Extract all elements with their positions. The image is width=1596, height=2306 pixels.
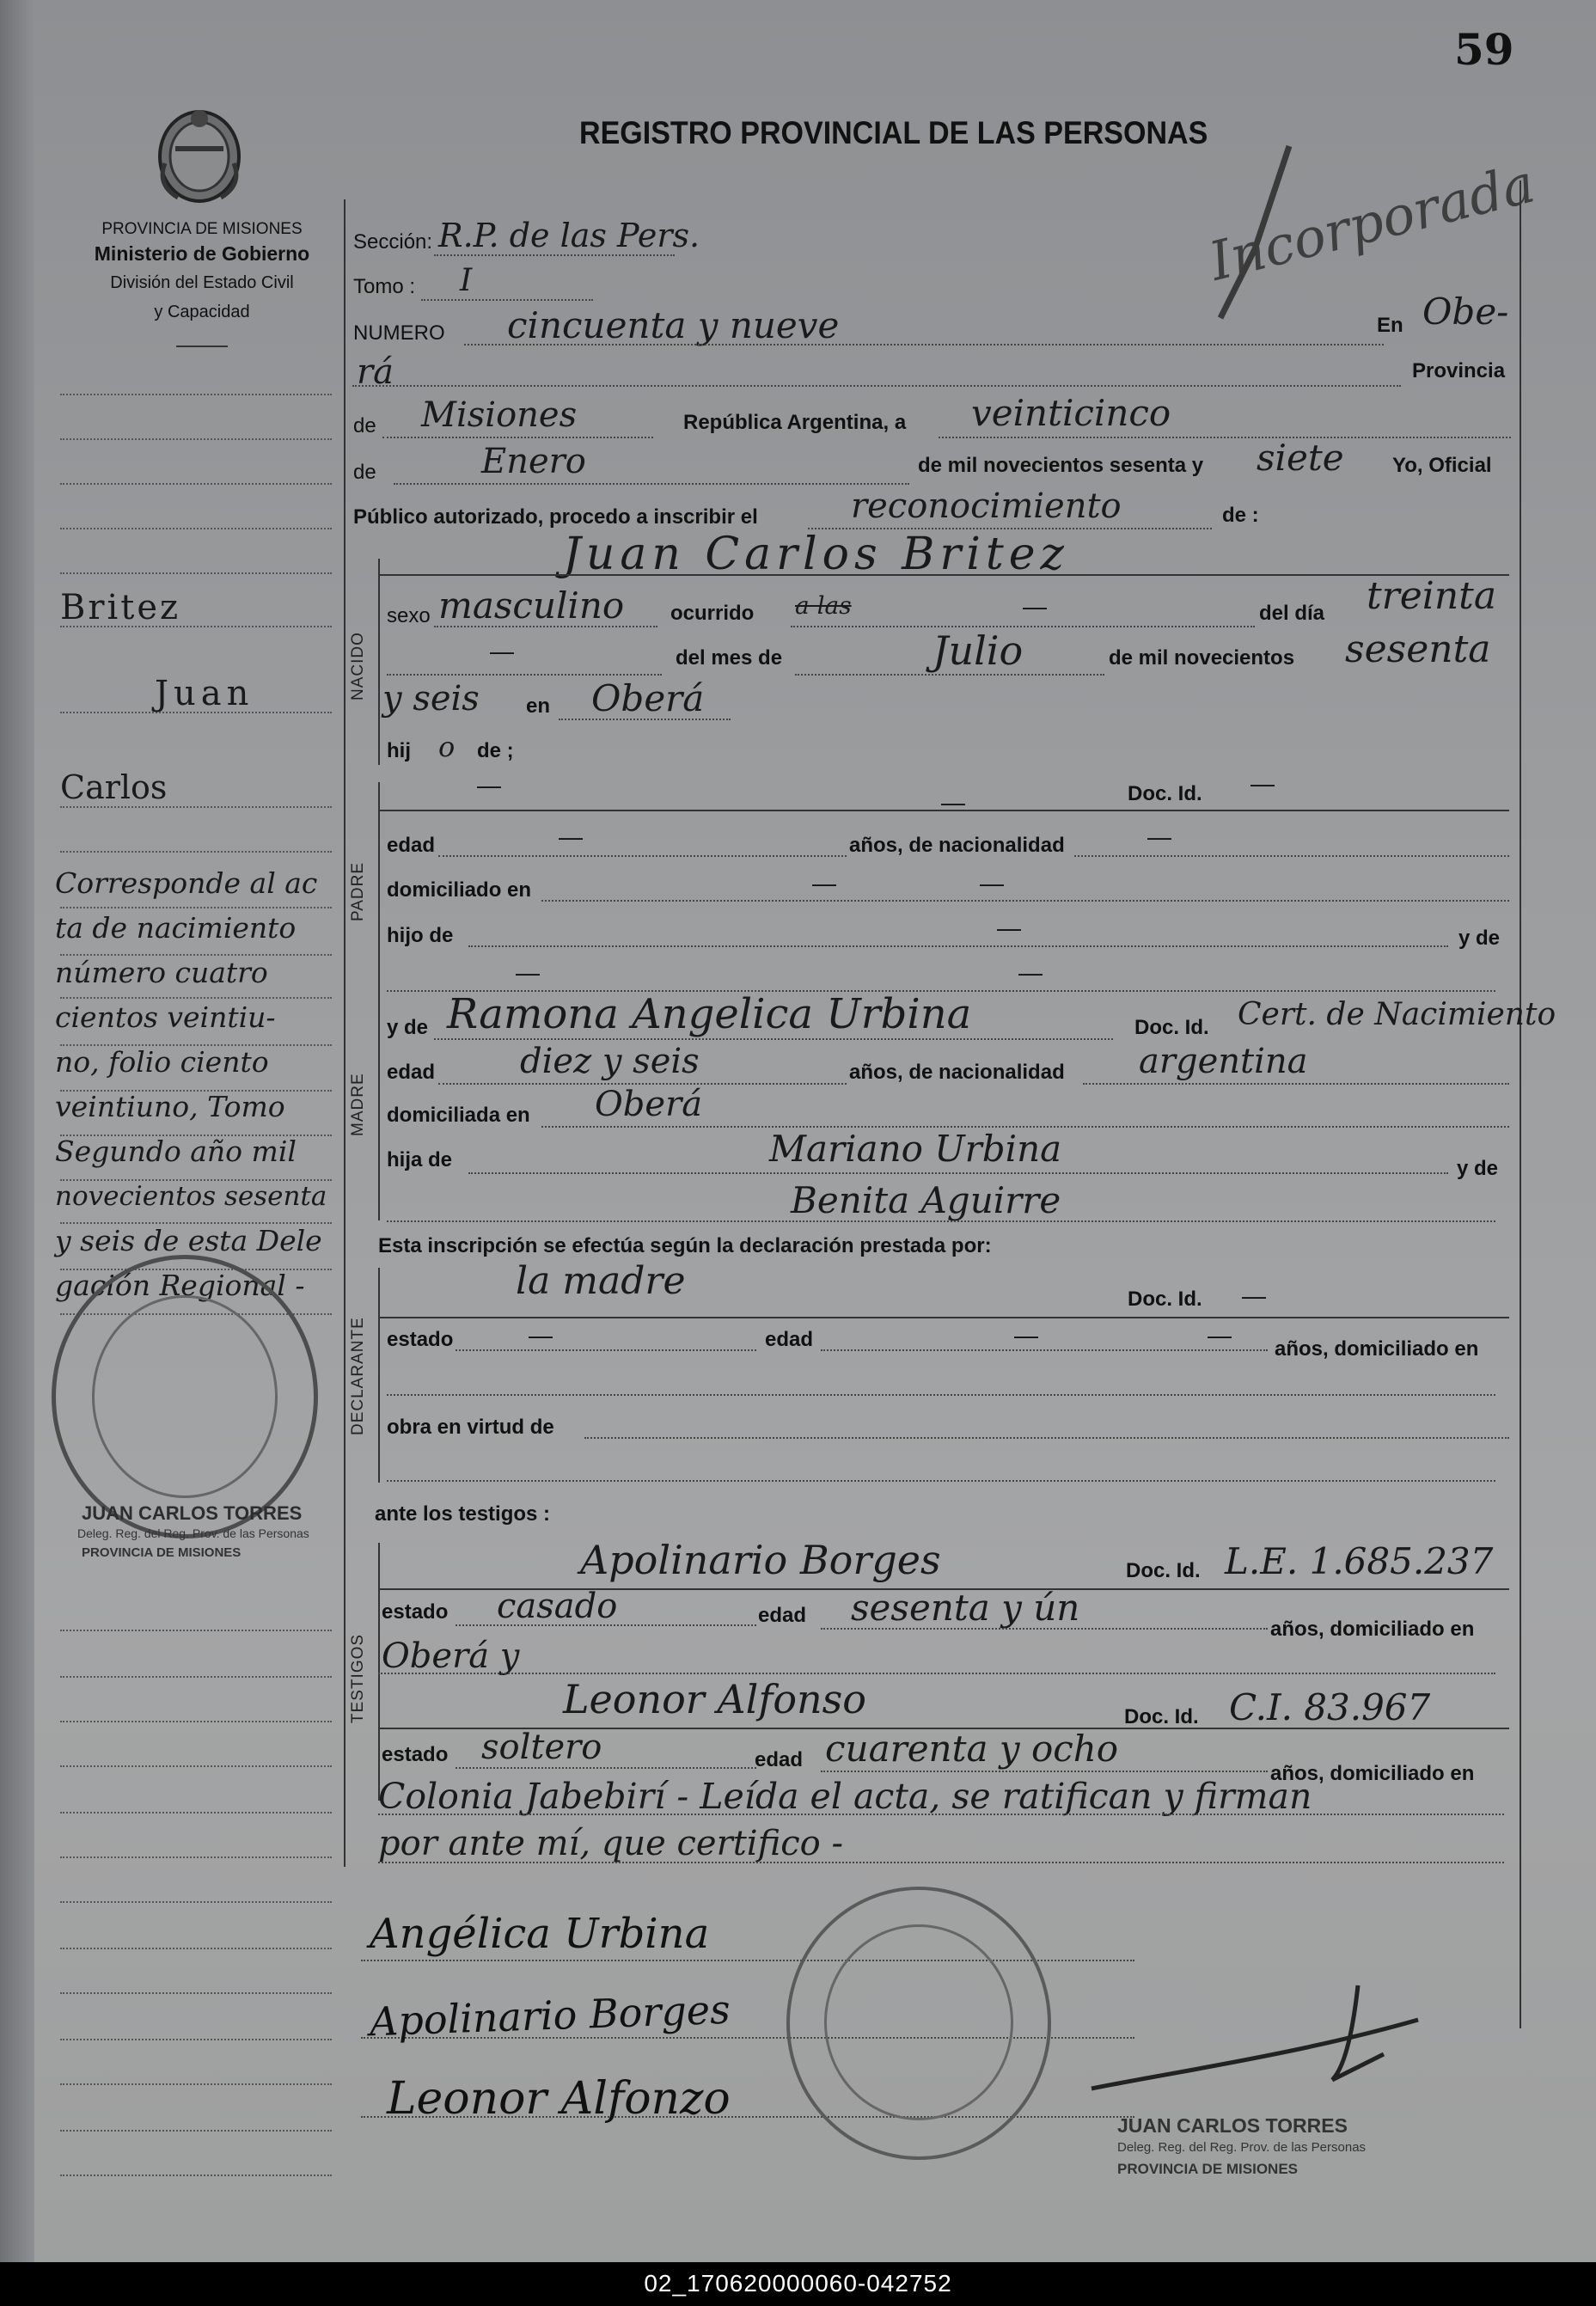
madre-doc-value: Cert. de Nacimiento [1238, 997, 1556, 1032]
padre-y-de-label: y de [1458, 927, 1501, 950]
anio-value-nacido-2: y seis [382, 679, 480, 719]
nacido-name: Juan Carlos Britez [563, 529, 1069, 580]
padre-hijo-dash: — [997, 914, 1021, 941]
testigo-1-edad-label: edad [758, 1604, 807, 1627]
testigo-1-edad: sesenta y ún [851, 1587, 1080, 1629]
padre-nac-dash: — [1147, 823, 1171, 850]
en-label-nacido: en [526, 694, 551, 718]
division-label-1: División del Estado Civil [110, 273, 294, 292]
padre-dash-2: — [941, 789, 965, 816]
seccion-value: R.P. de las Pers. [438, 217, 700, 254]
hij-value: o [438, 731, 456, 763]
signature-1: Angélica Urbina [370, 1910, 710, 1958]
ocurrido-dash: — [1023, 593, 1047, 620]
official-title-2: PROVINCIA DE MISIONES [1117, 2161, 1299, 2177]
madre-edad-label: edad [387, 1061, 436, 1084]
padre-dom-dash-2: — [980, 870, 1004, 896]
coat-of-arms-icon [148, 103, 251, 206]
lugar-value: Oberá [591, 677, 705, 719]
testigo-2-doc-label: Doc. Id. [1124, 1705, 1199, 1728]
testigo-2-estado: soltero [481, 1728, 602, 1767]
madre-edad-value: diez y seis [520, 1042, 700, 1081]
padre-extra-dash-1: — [516, 959, 540, 986]
province-label: PROVINCIA DE MISIONES [101, 220, 303, 238]
acto-value: reconocimiento [851, 486, 1122, 526]
en-value-1: Obe- [1422, 291, 1509, 333]
ocurrido-label: ocurrido [670, 602, 755, 625]
declarante-edad-dash: — [1014, 1322, 1038, 1349]
declarante-estado-label: estado [387, 1328, 454, 1351]
testigo-2-name: Leonor Alfonso [563, 1676, 866, 1722]
margin-note-line: número cuatro [55, 956, 268, 989]
margin-note-line: veintiuno, Tomo [55, 1090, 285, 1123]
declarante-intro: Esta inscripción se efectúa según la declaración prestada por: [378, 1234, 992, 1257]
testigo-1-domicilio: Oberá y [382, 1636, 520, 1676]
testigo-2-doc: C.I. 83.967 [1229, 1686, 1431, 1728]
madre-doc-label: Doc. Id. [1134, 1016, 1209, 1039]
mil-label: de mil novecientos [1109, 646, 1295, 670]
declarante-name: la madre [516, 1259, 686, 1303]
testigos-intro: ante los testigos : [375, 1502, 551, 1526]
page-number: 59 [1454, 24, 1514, 75]
testigo-1-anios-label: años, domiciliado en [1270, 1618, 1475, 1641]
margin-stamp-province: PROVINCIA DE MISIONES [82, 1545, 242, 1560]
margin-name-1: Juan [155, 674, 254, 713]
testigo-2-edad: cuarenta y ocho [825, 1728, 1119, 1770]
declarante-edad-dash-2: — [1208, 1322, 1232, 1349]
en-value-2: rá [357, 352, 394, 392]
padre-hijo-label: hijo de [387, 924, 454, 947]
margin-note-line: ta de nacimiento [55, 911, 297, 945]
padre-dash-1: — [477, 772, 501, 798]
nacido-dash-2: — [490, 638, 514, 664]
margin-name-2: Carlos [60, 768, 168, 806]
testigo-1-doc: L.E. 1.685.237 [1225, 1540, 1494, 1582]
madre-y-de-label: y de [387, 1016, 429, 1039]
mes-value-nacido: Julio [933, 627, 1024, 674]
padre-extra-dash-2: — [1018, 959, 1043, 986]
margin-note-line: y seis de esta Dele [55, 1224, 322, 1257]
declarante-edad-label: edad [765, 1328, 814, 1351]
de-label-1: de [353, 414, 376, 437]
closing-line-1: Colonia Jabebirí - Leída el acta, se ratifican y firman [378, 1776, 1312, 1817]
padre-section-label: PADRE [349, 861, 367, 921]
official-title-1: Deleg. Reg. del Reg. Prov. de las Personas [1117, 2140, 1367, 2155]
tomo-value: I [460, 263, 473, 298]
madre-section-label: MADRE [349, 1073, 367, 1136]
testigo-1-doc-label: Doc. Id. [1126, 1559, 1201, 1582]
anio-label: de mil novecientos sesenta y [918, 454, 1204, 477]
madre-nacionalidad-value: argentina [1139, 1042, 1308, 1081]
del-dia-label: del día [1259, 602, 1325, 625]
nacido-section-label: NACIDO [349, 632, 367, 700]
de-colon-label: de : [1222, 504, 1259, 527]
padre-doc-dash: — [1251, 770, 1275, 797]
de-label-nacido: de ; [477, 739, 514, 762]
madre-hija-label: hija de [387, 1148, 453, 1171]
testigo-2-anios-label: años, domiciliado en [1270, 1762, 1475, 1785]
ocurrido-value: a las [795, 591, 852, 620]
declarante-doc-dash: — [1242, 1282, 1266, 1309]
document-title: REGISTRO PROVINCIAL DE LAS PERSONAS [579, 115, 1208, 150]
margin-note-line: Segundo año mil [55, 1135, 297, 1168]
official-signature-icon [1074, 1968, 1435, 2114]
margin-note-line: cientos veintiu- [55, 1000, 276, 1034]
testigo-1-estado: casado [497, 1587, 618, 1626]
ministry-seal-icon [786, 1887, 1051, 2160]
madre-domiciliada-label: domiciliada en [387, 1104, 530, 1127]
publico-label: Público autorizado, procedo a inscribir el [353, 505, 758, 529]
dia-value-nacido: treinta [1367, 574, 1497, 618]
margin-note-line: novecientos sesenta [55, 1181, 327, 1212]
annulment-slash [1203, 138, 1306, 335]
testigos-section-label: TESTIGOS [349, 1633, 367, 1723]
margin-note-line: no, folio ciento [55, 1045, 269, 1079]
annulment-stamp: Incorporada [1203, 151, 1541, 293]
margin-stamp-official: JUAN CARLOS TORRES [82, 1502, 303, 1524]
declarante-section-label: DECLARANTE [349, 1317, 367, 1435]
declarante-doc-label: Doc. Id. [1128, 1288, 1202, 1311]
padre-anios-label: años, de nacionalidad [849, 834, 1065, 857]
official-name: JUAN CARLOS TORRES [1117, 2114, 1348, 2137]
madre-anios-label: años, de nacionalidad [849, 1061, 1065, 1084]
margin-surname: Britez [60, 588, 181, 627]
declarante-estado-dash: — [529, 1322, 553, 1349]
delegation-seal-icon [52, 1255, 318, 1538]
padre-dom-dash-1: — [812, 870, 836, 896]
division-label-2: y Capacidad [154, 303, 250, 321]
ministry-label: Ministerio de Gobierno [94, 242, 310, 265]
padre-edad-dash: — [559, 823, 583, 850]
seccion-label: Sección: [353, 230, 433, 254]
numero-label: NUMERO [353, 321, 445, 345]
testigo-2-estado-label: estado [382, 1743, 449, 1766]
image-id-label: 02_170620000060-042752 [644, 2270, 952, 2297]
provincia-label: Provincia [1412, 359, 1506, 382]
anio-value-nacido-1: sesenta [1345, 627, 1491, 671]
padre-domiciliado-label: domiciliado en [387, 878, 532, 902]
margin-stamp-title: Deleg. Reg. del Reg. Prov. de las Personas [77, 1526, 309, 1540]
republica-label: República Argentina, a [683, 411, 907, 434]
testigo-2-edad-label: edad [755, 1748, 804, 1771]
numero-value: cincuenta y nueve [507, 304, 840, 346]
tomo-label: Tomo : [353, 275, 416, 298]
del-mes-label: del mes de [676, 646, 783, 670]
margin-note-line: Corresponde al ac [55, 866, 318, 900]
padre-doc-label: Doc. Id. [1128, 782, 1202, 805]
testigo-1-name: Apolinario Borges [580, 1537, 941, 1583]
de-label-2: de [353, 461, 376, 484]
oficial-label: Yo, Oficial [1392, 454, 1492, 477]
en-label: En [1377, 314, 1403, 337]
padre-edad-label: edad [387, 834, 436, 857]
madre-madre-value: Benita Aguirre [791, 1179, 1061, 1221]
testigo-1-estado-label: estado [382, 1600, 449, 1624]
madre-padre-value: Mariano Urbina [769, 1128, 1062, 1170]
hij-label: hij [387, 739, 411, 762]
madre-domicilio-value: Oberá [595, 1085, 703, 1124]
mes-value: Enero [481, 442, 586, 481]
margin-note-line: gación Regional - [55, 1269, 305, 1302]
madre-y-de-label-2: y de [1457, 1157, 1499, 1180]
signature-3: Leonor Alfonzo [387, 2073, 731, 2125]
provincia-value: Misiones [421, 395, 578, 435]
sexo-label: sexo [387, 604, 431, 627]
margin-note-lines [55, 861, 347, 1308]
sexo-value: masculino [438, 584, 625, 627]
signature-2: Apolinario Borges [369, 1985, 731, 2046]
dia-value: veinticinco [971, 392, 1171, 434]
madre-name: Ramona Angelica Urbina [447, 990, 972, 1038]
closing-line-2: por ante mí, que certifico - [378, 1824, 843, 1863]
declarante-anios-label: años, domiciliado en [1275, 1337, 1479, 1361]
declarante-obra-label: obra en virtud de [387, 1416, 554, 1439]
anio-value: siete [1257, 437, 1344, 479]
